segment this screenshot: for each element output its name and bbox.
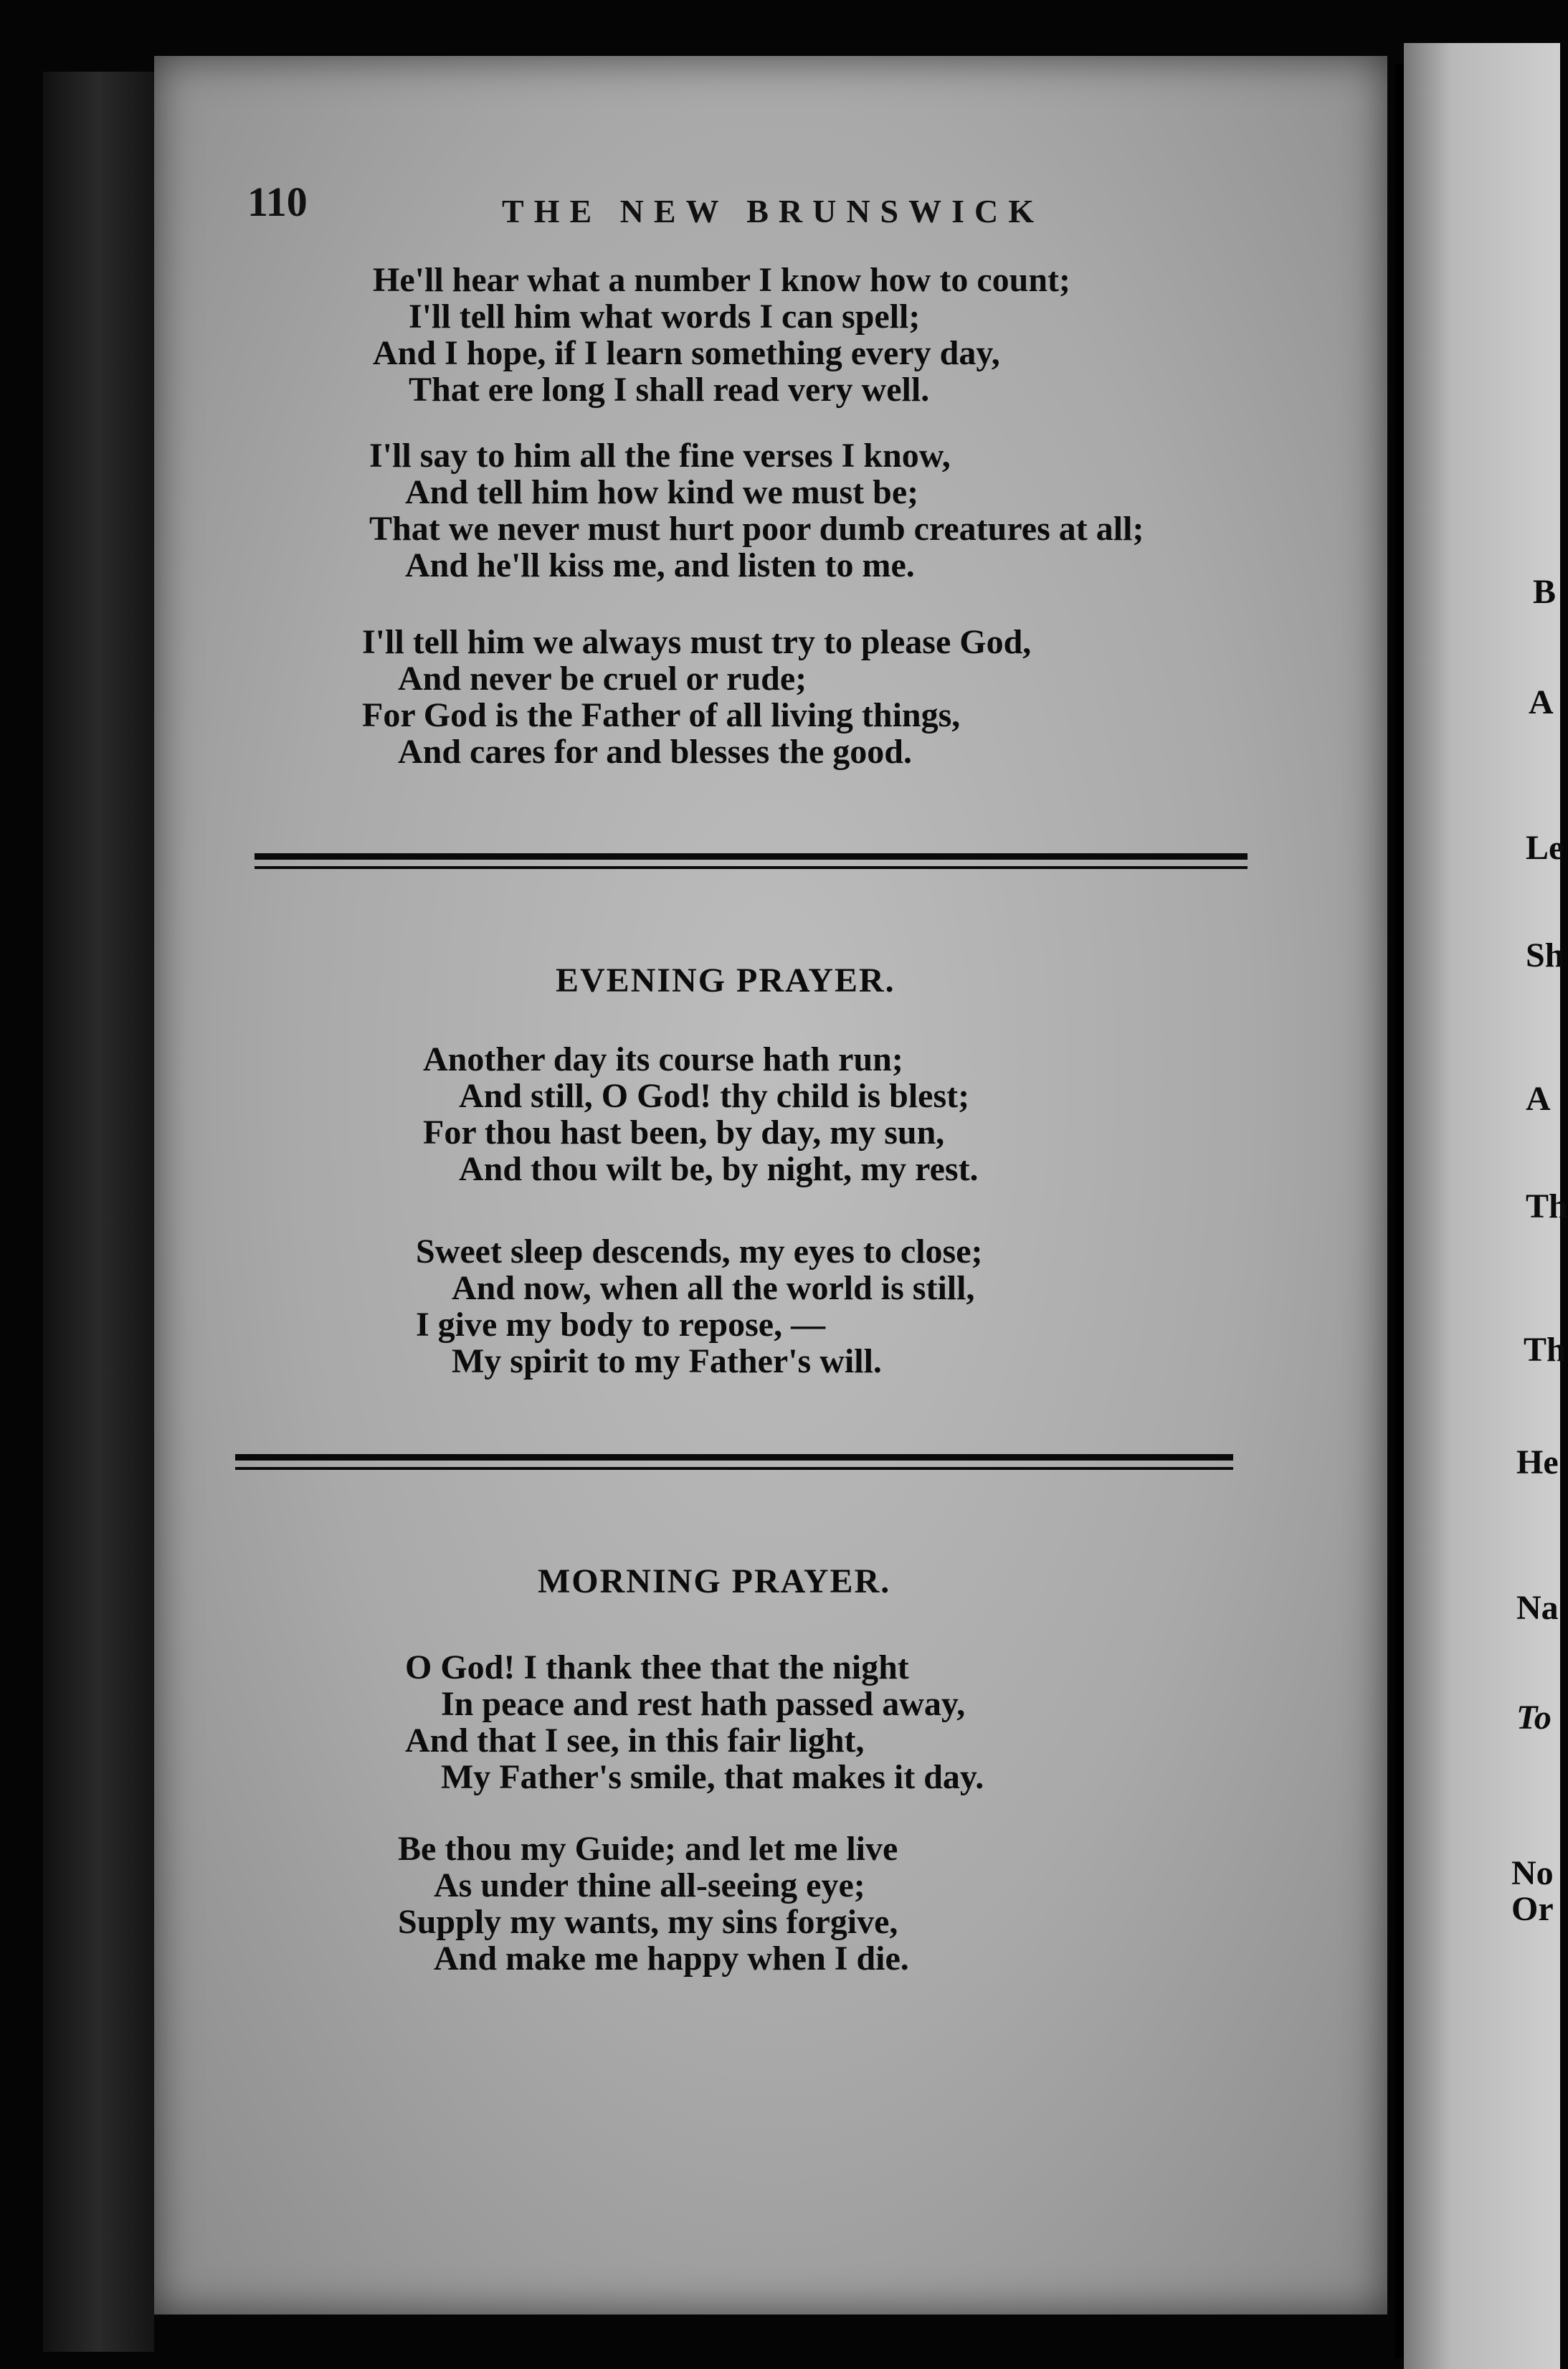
poem-line: And thou wilt be, by night, my rest. bbox=[459, 1150, 979, 1188]
poem-stanza-3 bbox=[362, 624, 1031, 770]
poem-line: And that I see, in this fair light, bbox=[405, 1722, 865, 1760]
section-rule-thin bbox=[235, 1467, 1233, 1470]
facing-fragment: Th bbox=[1524, 1331, 1566, 1369]
morning-prayer-title: MORNING PRAYER. bbox=[538, 1562, 891, 1600]
facing-fragment: Or bbox=[1511, 1890, 1554, 1928]
poem-line: That ere long I shall read very well. bbox=[409, 371, 930, 409]
poem-line: My Father's smile, that makes it day. bbox=[441, 1758, 984, 1796]
section-rule-thick bbox=[235, 1454, 1233, 1461]
poem-line: I'll say to him all the fine verses I know, bbox=[369, 437, 951, 475]
poem-line: O God! I thank thee that the night bbox=[405, 1648, 909, 1686]
facing-fragment: A bbox=[1526, 1080, 1551, 1118]
facing-fragment: Sh bbox=[1526, 936, 1564, 974]
facing-fragment: To bbox=[1516, 1699, 1552, 1737]
poem-line: And still, O God! thy child is blest; bbox=[459, 1077, 970, 1115]
book-binding-edge bbox=[43, 72, 154, 2352]
poem-line: And I hope, if I learn something every day, bbox=[373, 334, 1000, 372]
poem-line: And cares for and blesses the good. bbox=[398, 733, 912, 771]
poem-line: In peace and rest hath passed away, bbox=[441, 1685, 966, 1723]
poem-line: And now, when all the world is still, bbox=[452, 1269, 975, 1307]
poem-line: For God is the Father of all living things, bbox=[362, 696, 961, 734]
facing-fragment: Th bbox=[1526, 1187, 1568, 1225]
running-head: THE NEW BRUNSWICK bbox=[502, 193, 1045, 229]
poem-line: My spirit to my Father's will. bbox=[452, 1342, 882, 1380]
poem-line: That we never must hurt poor dumb creatures at all; bbox=[369, 510, 1144, 548]
poem-line: Another day its course hath run; bbox=[423, 1040, 903, 1078]
poem-line: And tell him how kind we must be; bbox=[405, 473, 919, 511]
page-number: 110 bbox=[247, 179, 308, 225]
poem-line: I'll tell him we always must try to please God, bbox=[362, 623, 1032, 661]
evening-stanza-1 bbox=[423, 1041, 979, 1187]
poem-stanza-1 bbox=[373, 262, 1070, 408]
book-spine bbox=[1395, 65, 1404, 2359]
poem-line: Be thou my Guide; and let me live bbox=[398, 1830, 898, 1868]
poem-line: And never be cruel or rude; bbox=[398, 660, 807, 698]
morning-stanza-2 bbox=[398, 1831, 909, 1977]
facing-fragment: B bbox=[1533, 573, 1557, 611]
morning-stanza-1 bbox=[405, 1649, 984, 1795]
poem-line: And make me happy when I die. bbox=[434, 1940, 909, 1978]
poem-line: I'll tell him what words I can spell; bbox=[409, 298, 921, 336]
evening-stanza-2 bbox=[416, 1233, 983, 1380]
section-rule-thick bbox=[255, 853, 1248, 860]
poem-line: For thou hast been, by day, my sun, bbox=[423, 1114, 945, 1152]
poem-line: Sweet sleep descends, my eyes to close; bbox=[416, 1233, 983, 1271]
poem-line: Supply my wants, my sins forgive, bbox=[398, 1903, 898, 1941]
facing-fragment: No bbox=[1511, 1854, 1554, 1892]
facing-fragment: Na bbox=[1516, 1589, 1559, 1627]
section-rule-thin bbox=[255, 866, 1248, 869]
poem-line: I give my body to repose, — bbox=[416, 1306, 826, 1344]
poem-line: He'll hear what a number I know how to count; bbox=[373, 261, 1070, 299]
facing-fragment: He bbox=[1516, 1443, 1559, 1481]
facing-fragment: A bbox=[1529, 683, 1554, 721]
poem-line: As under thine all-seeing eye; bbox=[434, 1866, 865, 1904]
poem-stanza-2 bbox=[369, 437, 1144, 584]
evening-prayer-title: EVENING PRAYER. bbox=[556, 962, 895, 1000]
facing-fragment: Le bbox=[1526, 829, 1564, 867]
poem-line: And he'll kiss me, and listen to me. bbox=[405, 546, 915, 584]
